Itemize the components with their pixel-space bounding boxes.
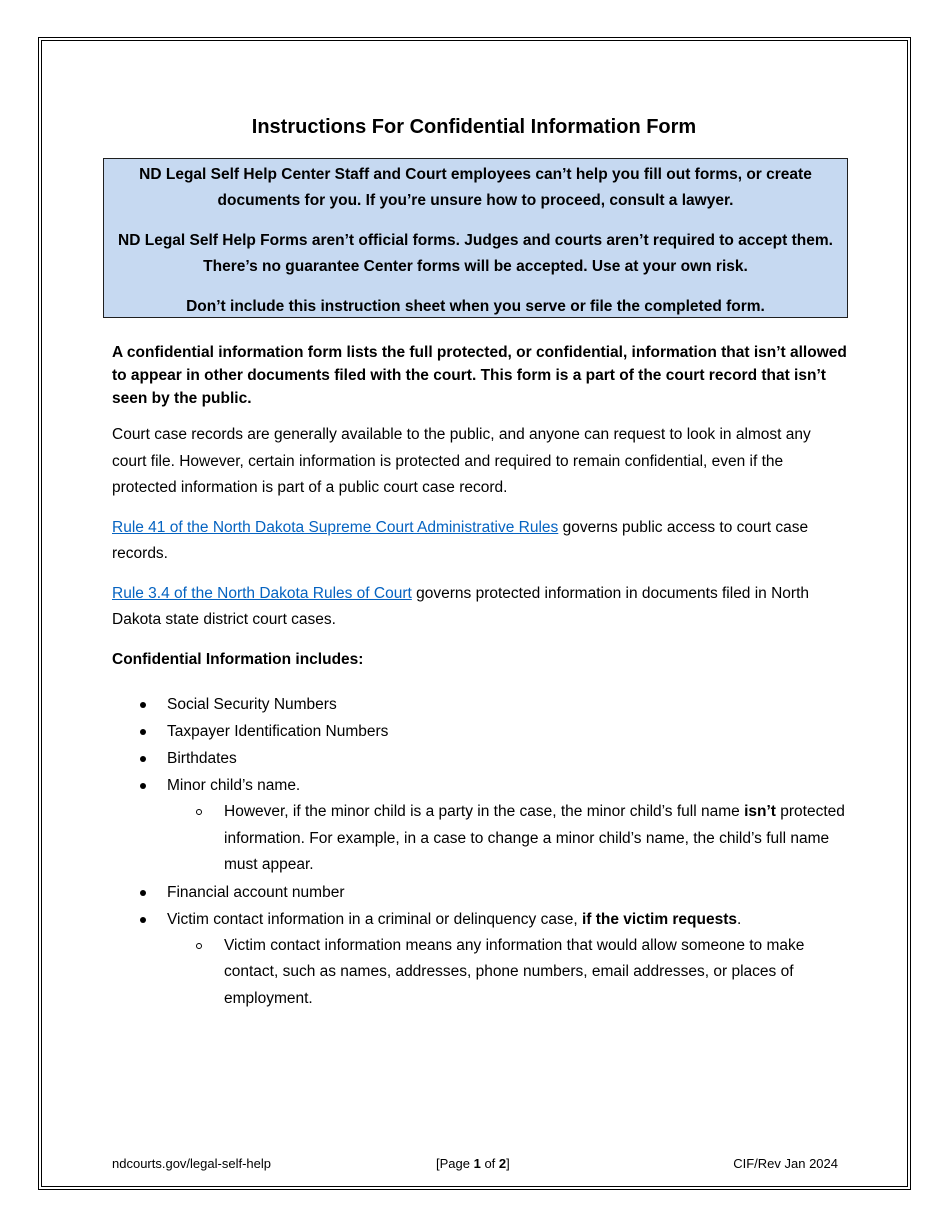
bullet-icon [140, 783, 146, 789]
bullet-icon [140, 890, 146, 896]
bullet-icon [140, 917, 146, 923]
rule-3-4-text: governs protected information in documents filed in North Dakota state district court cases. [112, 584, 810, 628]
confidential-info-list [112, 691, 848, 1012]
page-title: Instructions For Confidential Information Form [251, 116, 697, 138]
document-body [112, 341, 848, 1012]
sub-list-item: Victim contact information means any information that would allow someone to make contact, such as names, addresses, phone numbers, email addresses, or places of employment. [167, 933, 848, 1013]
sub-list-item: However, if the minor child is a party in the case, the minor child’s full name isn’t protected information. For example, in a case to change a minor child’s name, the child’s full name must appear. [167, 799, 848, 879]
sub-list [167, 933, 848, 1013]
rule-3-4-paragraph [112, 581, 848, 634]
notice-forms-disclaimer: ND Legal Self Help Forms aren’t official forms. Judges and courts aren’t required to accept them. There’s no guarantee Center forms will be accepted. Use at your own risk. [118, 232, 833, 275]
public-records-paragraph: Court case records are generally available to the public, and anyone can request to look in almost any court file. However, certain information is protected and required to remain confidential, even if the protected information is part of a public court case record. [112, 426, 811, 496]
list-item: Financial account number [112, 879, 848, 906]
list-item: Birthdates [112, 745, 848, 772]
disclaimer-notice-box [103, 158, 848, 318]
rule-41-text: governs public access to court case records. [112, 518, 809, 562]
rule-41-link[interactable]: Rule 41 of the North Dakota Supreme Court Administrative Rules [112, 518, 559, 536]
list-heading: Confidential Information includes: [112, 650, 364, 668]
footer-website: ndcourts.gov/legal-self-help [112, 1156, 271, 1171]
bullet-icon [140, 756, 146, 762]
sub-list [167, 799, 848, 879]
list-item: Minor child’s name. However, if the minor child is a party in the case, the minor child’s full name isn’t protected information. For example, in a case to change a minor child’s name, the child’s full name must appear. [112, 772, 848, 879]
rule-3-4-link[interactable]: Rule 3.4 of the North Dakota Rules of Court [112, 584, 412, 602]
list-item: Social Security Numbers [112, 691, 848, 718]
list-item: Victim contact information in a criminal or delinquency case, if the victim requests. Victim contact information means any information that would allow someone to make contact, such as names, addresses, phone numbers, email addresses, or places of employment. [112, 906, 848, 1013]
bullet-icon [140, 729, 146, 735]
circle-bullet-icon [196, 943, 202, 949]
notice-staff-disclaimer: ND Legal Self Help Center Staff and Court employees can’t help you fill out forms, or create documents for you. If you’re unsure how to proceed, consult a lawyer. [139, 166, 812, 209]
notice-instruction-sheet: Don’t include this instruction sheet when you serve or file the completed form. [186, 298, 765, 315]
footer-revision: CIF/Rev Jan 2024 [733, 1156, 838, 1171]
bullet-icon [140, 702, 146, 708]
intro-paragraph: A confidential information form lists the full protected, or confidential, information that isn’t allowed to appear in other documents filed with the court. This form is a part of the court record that isn’t seen by the public. [112, 344, 847, 407]
page-footer [112, 1153, 838, 1175]
list-item: Taxpayer Identification Numbers [112, 718, 848, 745]
footer-page-number: [Page 1 of 2] [436, 1156, 510, 1171]
circle-bullet-icon [196, 809, 202, 815]
rule-41-paragraph [112, 515, 848, 568]
document-content [112, 112, 848, 1007]
